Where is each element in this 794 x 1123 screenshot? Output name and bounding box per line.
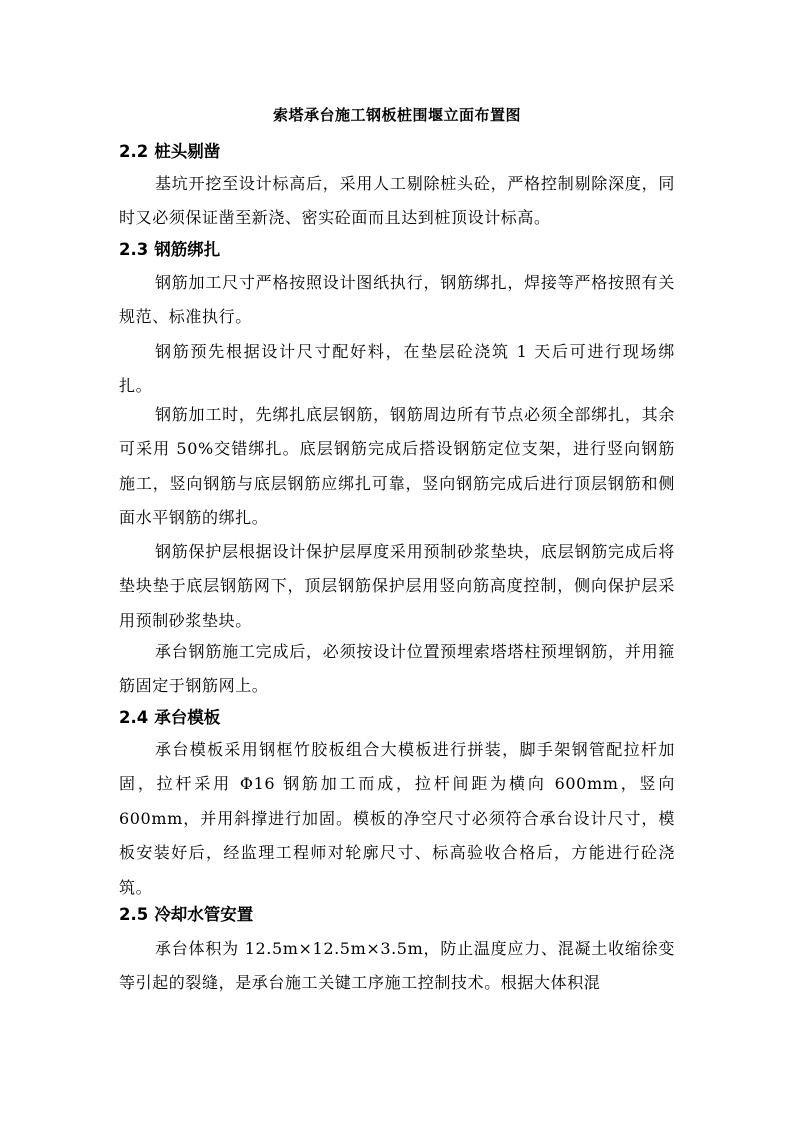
paragraph: 钢筋加工尺寸严格按照设计图纸执行，钢筋绑扎，焊接等严格按照有关规范、标准执行。 <box>119 273 675 327</box>
paragraph: 钢筋保护层根据设计保护层厚度采用预制砂浆垫块，底层钢筋完成后将垫块垫于底层钢筋网下，顶层钢筋保护层用竖向筋高度控制，侧向保护层采用预制砂浆垫块。 <box>119 542 675 630</box>
paragraph: 承台模板采用钢框竹胶板组合大模板进行拼装，脚手架钢管配拉杆加固，拉杆采用 Φ16 钢筋加工而成，拉杆间距为横向 600mm，竖向 600mm，并用斜撑进行加固。模板的净空尺寸必须符合承台设计尺寸，模板安装好后，经监理工程师对轮廓尺寸、标高验收合格后，方能进行砼浇筑。 <box>119 740 675 897</box>
section-heading-2-4 <box>119 706 220 730</box>
figure-caption: 索塔承台施工钢板桩围堰立面布置图 <box>272 106 521 124</box>
paragraph: 承台体积为 12.5m×12.5m×3.5m，防止温度应力、混凝土收缩徐变等引起的裂缝，是承台施工关键工序施工控制技术。根据大体积混 <box>119 939 675 993</box>
section-title: 承台模板 <box>154 708 221 727</box>
section-title: 钢筋绑扎 <box>154 240 221 259</box>
section-title: 桩头剔凿 <box>154 142 221 161</box>
section-heading-2-2 <box>119 140 220 164</box>
section-number: 2.4 <box>119 708 149 727</box>
paragraph: 承台钢筋施工完成后，必须按设计位置预埋索塔塔柱预埋钢筋，并用箍筋固定于钢筋网上。 <box>119 642 675 696</box>
section-number: 2.5 <box>119 905 149 924</box>
paragraph: 钢筋预先根据设计尺寸配好料，在垫层砼浇筑 1 天后可进行现场绑扎。 <box>119 342 675 396</box>
paragraph: 基坑开挖至设计标高后，采用人工剔除桩头砼，严格控制剔除深度，同时又必须保证凿至新浇、密实砼面而且达到桩顶设计标高。 <box>119 174 675 228</box>
section-title: 冷却水管安置 <box>154 905 254 924</box>
section-heading-2-3 <box>119 238 220 262</box>
section-number: 2.2 <box>119 142 149 161</box>
section-number: 2.3 <box>119 240 149 259</box>
section-heading-2-5 <box>119 903 253 927</box>
paragraph: 钢筋加工时，先绑扎底层钢筋，钢筋周边所有节点必须全部绑扎，其余可采用 50%交错绑扎。底层钢筋完成后搭设钢筋定位支架，进行竖向钢筋施工，竖向钢筋与底层钢筋应绑扎可靠，竖向钢筋完成后进行顶层钢筋和侧面水平钢筋的绑扎。 <box>119 405 675 528</box>
